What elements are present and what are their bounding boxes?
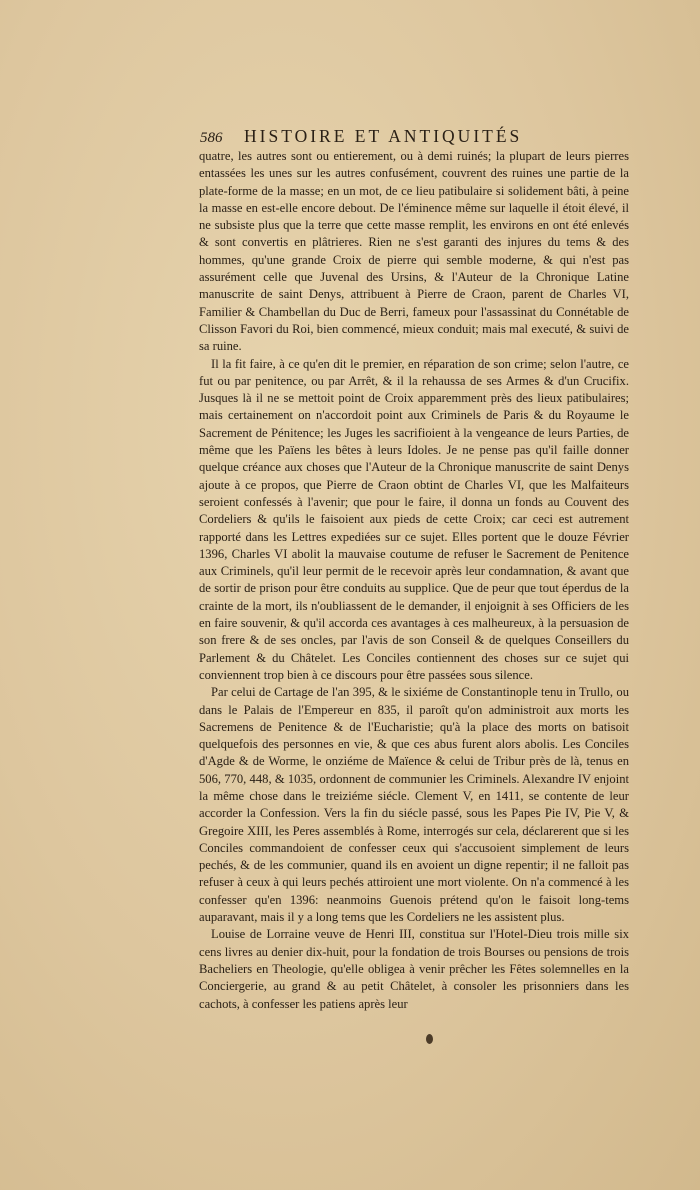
body-text — [199, 148, 629, 1013]
page-number: 586 — [200, 130, 223, 146]
paragraph: quatre, les autres sont ou entierement, ou à demi ruinés; la plupart de leurs pierres entassées les unes sur les autres confusément, couvrent des ruines une partie de la plate-forme de la masse; en un mot, de ce lieu patibulaire si solidement bâti, à peine la masse en est-elle encore debout. De l'éminence même sur laquelle il étoit élevé, il ne subsiste plus que la terre que cette masse remplit, les environs en ont été enlevés & sont convertis en plâtrieres. Rien ne s'est garanti des injures du tems & des hommes, qu'une grande Croix de pierre qui semble moderne, & qui n'est pas assurément celle que Juvenal des Ursins, & l'Auteur de la Chronique Latine manuscrite de saint Denys, attribuent à Pierre de Craon, parent de Charles VI, Familier & Chambellan du Duc de Berri, fameux pour l'assassinat du Connétable de Clisson Favori du Roi, bien commencé, mieux conduit; mais mal executé, & suivi de sa ruine. — [199, 149, 629, 354]
running-head — [200, 126, 560, 146]
paragraph: Louise de Lorraine veuve de Henri III, constitua sur l'Hotel-Dieu trois mille six cens livres au denier dix-huit, pour la fondation de trois Bourses ou pensions de trois Bacheliers en Theologie, qu'elle obligea à venir prêcher les Fêtes solemnelles en la Conciergerie, au grand & au petit Châtelet, à consoler les prisonniers dans les cachots, à confesser les patiens après leur — [199, 927, 629, 1011]
running-title: HISTOIRE ET ANTIQUITÉS — [244, 126, 523, 146]
ink-dot — [426, 1034, 433, 1044]
paragraph: Par celui de Cartage de l'an 395, & le sixiéme de Constantinople tenu in Trullo, ou dans le Palais de l'Empereur en 835, il paroît qu'on administroit aux morts les Sacremens de Penitence & de l'Eucharistie; qu'à la place des morts on batisoit quelquefois des personnes en vie, & que ces abus furent alors abolis. Les Conciles d'Agde & de Worme, le onziéme de Maïence & celui de Tribur près de là, tenus en 506, 770, 448, & 1035, ordonnent de communier les Criminels. Alexandre IV enjoint la même chose dans le treiziéme siécle. Clement V, en 1411, se contente de leur accorder la Confession. Vers la fin du siécle passé, sous les Papes Pie IV, Pie V, & Gregoire XIII, les Peres assemblés à Rome, interrogés sur cela, déclarerent que si les Conciles commandoient de confesser ceux qui s'accusoient simplement de leurs pechés, & de les communier, quand ils en avoient un digne repentir; il ne falloit pas refuser à ceux à qui leurs pechés attiroient une mort violente. On n'a commencé à les confesser qu'en 1396: neanmoins Guenois prétend qu'on le faisoit long-tems auparavant, mais il y a long tems que les Cordeliers ne les assistent plus. — [199, 685, 629, 925]
paragraph: Il la fit faire, à ce qu'en dit le premier, en réparation de son crime; selon l'autre, ce fut ou par penitence, ou par Arrêt, & il la rehaussa de ses Armes & d'un Crucifix. Jusques là il ne se mettoit point de Croix apparemment près des lieux patibulaires; mais certainement on n'accordoit point aux Criminels de Paris & du Royaume le Sacrement de Pénitence; les Juges les sacrifioient à la vengeance de leurs Parties, de même que les Païens les bêtes à leurs Idoles. Je ne pense pas qu'il faille donner quelque créance aux choses que l'Auteur de la Chronique manuscrite de saint Denys ajoute à ce propos, que Pierre de Craon obtint de Charles VI, que les Malfaiteurs seroient confessés à l'avenir; que pour le faire, il donna un fonds au Couvent des Cordeliers & qu'ils le faisoient aux pieds de cette Croix; car ceci est autrement rapporté dans les Lettres expediées sur ce sujet. Elles portent que le douze Février 1396, Charles VI abolit la mauvaise coutume de refuser le Sacrement de Penitence aux Criminels, qu'il leur permit de le recevoir après leur condamnation, & avant que de sortir de prison pour être conduits au supplice. Que de peur que tout éperdus de la crainte de la mort, ils n'oubliassent de le demander, il enjoignit à ses Officiers de les en faire souvenir, & qu'il accorda ces avantages à ces malheureux, à la persuasion de son frere & de ses oncles, par l'avis de son Conseil & de quelques Conseillers du Parlement & du Châtelet. Les Conciles contiennent des choses sur ce sujet qui conviennent trop bien à ce discours pour être passées sous silence. — [199, 356, 629, 682]
